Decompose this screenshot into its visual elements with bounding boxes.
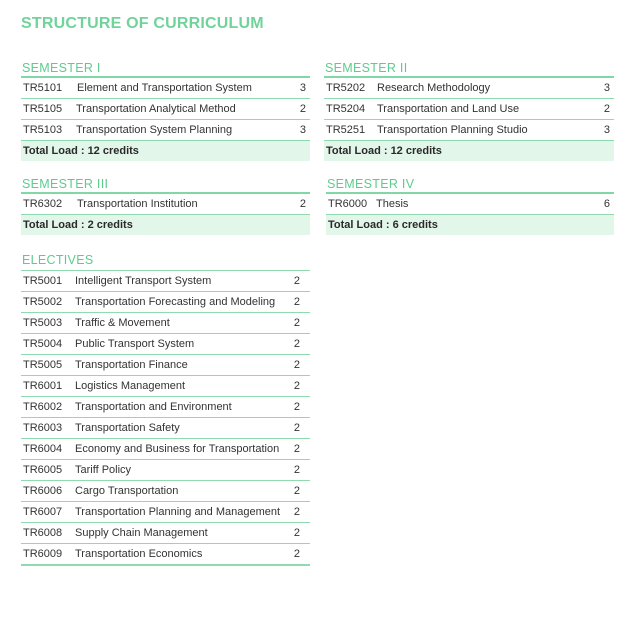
- course-name: Intelligent Transport System: [75, 275, 212, 287]
- course-code: TR6009: [23, 548, 63, 560]
- course-code: TR6000: [328, 198, 368, 210]
- course-row: [21, 502, 310, 523]
- course-name: Transportation and Environment: [75, 401, 232, 413]
- course-code: TR6003: [23, 422, 63, 434]
- course-code: TR5202: [326, 82, 366, 94]
- course-name: Logistics Management: [75, 380, 186, 392]
- semester-3-total: Total Load : 2 credits: [21, 215, 310, 235]
- course-row: [21, 460, 310, 481]
- course-row: [21, 544, 310, 566]
- electives-rows: [21, 271, 310, 566]
- course-code: TR5103: [23, 124, 63, 136]
- course-code: TR5003: [23, 317, 63, 329]
- course-code: TR5005: [23, 359, 63, 371]
- electives-block: [21, 253, 310, 566]
- course-credits: 2: [293, 464, 300, 476]
- page-title: STRUCTURE OF CURRICULUM: [21, 15, 264, 32]
- course-code: TR5251: [326, 124, 366, 136]
- course-name: Transportation Finance: [75, 359, 188, 371]
- semester-3-block: [21, 177, 310, 235]
- course-name: Thesis: [376, 198, 409, 210]
- course-name: Transportation Institution: [77, 198, 198, 210]
- course-code: TR6004: [23, 443, 63, 455]
- semester-1-rows: [21, 78, 310, 141]
- course-code: TR6006: [23, 485, 63, 497]
- course-name: Transportation Forecasting and Modeling: [75, 296, 276, 308]
- semester-2-heading: SEMESTER II: [324, 61, 614, 78]
- course-name: Traffic & Movement: [75, 317, 170, 329]
- course-credits: 2: [293, 485, 300, 497]
- course-row: [21, 334, 310, 355]
- course-name: Supply Chain Management: [75, 527, 208, 539]
- course-row: [21, 523, 310, 544]
- course-credits: 2: [293, 296, 300, 308]
- course-credits: 2: [293, 275, 300, 287]
- course-name: Transportation and Land Use: [377, 103, 520, 115]
- course-name: Element and Transportation System: [77, 82, 252, 94]
- course-row: [21, 376, 310, 397]
- course-credits: 2: [293, 527, 300, 539]
- course-row: [326, 194, 614, 215]
- course-name: Transportation Planning Studio: [377, 124, 528, 136]
- course-code: TR5002: [23, 296, 63, 308]
- course-code: TR5105: [23, 103, 63, 115]
- course-row: [324, 78, 614, 99]
- semester-4-heading: SEMESTER IV: [326, 177, 614, 194]
- course-code: TR6302: [23, 198, 63, 210]
- semester-3-heading: SEMESTER III: [21, 177, 310, 194]
- course-row: [21, 120, 310, 141]
- course-name: Transportation Analytical Method: [76, 103, 236, 115]
- course-credits: 2: [293, 359, 300, 371]
- course-credits: 6: [603, 198, 610, 210]
- course-name: Tariff Policy: [75, 464, 132, 476]
- course-credits: 2: [293, 317, 300, 329]
- semester-1-total: Total Load : 12 credits: [21, 141, 310, 161]
- course-credits: 2: [299, 103, 306, 115]
- course-row: [324, 120, 614, 141]
- electives-heading: ELECTIVES: [21, 253, 310, 271]
- course-row: [21, 439, 310, 460]
- course-row: [324, 99, 614, 120]
- course-credits: 2: [603, 103, 610, 115]
- course-code: TR6007: [23, 506, 63, 518]
- course-name: Research Methodology: [377, 82, 491, 94]
- course-credits: 2: [293, 443, 300, 455]
- course-name: Economy and Business for Transportation: [75, 443, 280, 455]
- semester-2-block: [324, 61, 614, 161]
- course-credits: 3: [299, 124, 306, 136]
- semester-2-total: Total Load : 12 credits: [324, 141, 614, 161]
- course-row: [21, 271, 310, 292]
- course-code: TR5001: [23, 275, 63, 287]
- course-credits: 2: [293, 338, 300, 350]
- course-code: TR6002: [23, 401, 63, 413]
- course-credits: 3: [299, 82, 306, 94]
- course-credits: 2: [293, 548, 300, 560]
- course-name: Transportation System Planning: [76, 124, 233, 136]
- course-name: Transportation Planning and Management: [75, 506, 281, 518]
- course-row: [21, 292, 310, 313]
- course-code: TR6005: [23, 464, 63, 476]
- course-code: TR5204: [326, 103, 366, 115]
- semester-4-total: Total Load : 6 credits: [326, 215, 614, 235]
- course-row: [21, 99, 310, 120]
- semester-2-rows: [324, 78, 614, 141]
- course-row: [21, 313, 310, 334]
- course-name: Public Transport System: [75, 338, 195, 350]
- course-credits: 3: [603, 124, 610, 136]
- course-row: [21, 355, 310, 376]
- semester-1-heading: SEMESTER I: [21, 61, 310, 78]
- course-code: TR5004: [23, 338, 63, 350]
- course-row: [21, 481, 310, 502]
- course-credits: 2: [293, 506, 300, 518]
- course-row: [21, 397, 310, 418]
- course-code: TR6008: [23, 527, 63, 539]
- course-credits: 2: [293, 401, 300, 413]
- course-credits: 2: [293, 422, 300, 434]
- course-name: Transportation Safety: [75, 422, 180, 434]
- course-name: Cargo Transportation: [75, 485, 179, 497]
- course-credits: 2: [299, 198, 306, 210]
- course-code: TR5101: [23, 82, 63, 94]
- course-row: [21, 194, 310, 215]
- course-code: TR6001: [23, 380, 63, 392]
- course-credits: 2: [293, 380, 300, 392]
- semester-4-block: [326, 177, 614, 235]
- course-row: [21, 78, 310, 99]
- course-credits: 3: [603, 82, 610, 94]
- course-row: [21, 418, 310, 439]
- semester-1-block: [21, 61, 310, 161]
- course-name: Transportation Economics: [75, 548, 203, 560]
